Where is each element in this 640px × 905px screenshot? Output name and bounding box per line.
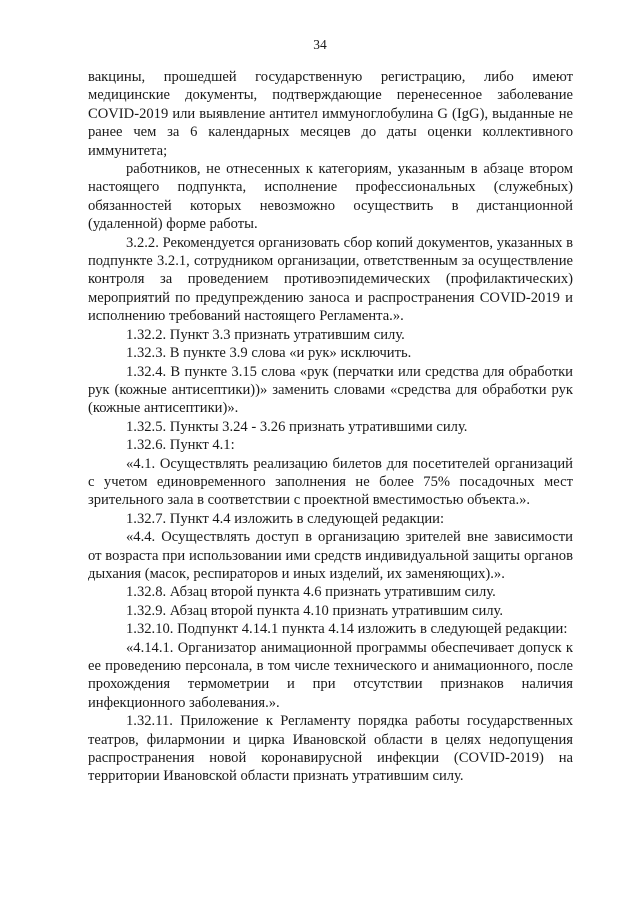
paragraph-1-32-2: 1.32.2. Пункт 3.3 признать утратившим силу. [126, 326, 405, 343]
paragraph-1-32-6: 1.32.6. Пункт 4.1: [126, 437, 235, 454]
paragraph-quote-4-1: «4.1. Осуществлять реализацию билетов для посетителей организаций с учетом единовременного заполнения не более 75% посадочных мест зрительного зала в соответствии с проектной вместимостью объекта.». [88, 455, 573, 509]
paragraph-quote-4-14-1: «4.14.1. Организатор анимационной программы обеспечивает допуск к ее проведению персонала, в том числе технического и анимационного, после прохождения термометрии и при отсутствии признаков наличия инфекционного заболевания.». [88, 639, 573, 711]
paragraph-workers-exception: работников, не отнесенных к категориям, указанным в абзаце втором настоящего подпункта, исполнение профессиональных (служебных) обязанностей которых невозможно осуществить в дистанционной (удаленной) форме работы. [88, 161, 573, 233]
paragraph-1-32-8: 1.32.8. Абзац второй пункта 4.6 признать утратившим силу. [126, 584, 496, 601]
paragraph-1-32-9: 1.32.9. Абзац второй пункта 4.10 признать утратившим силу. [126, 602, 504, 619]
paragraph-quote-4-4: «4.4. Осуществлять доступ в организацию зрителей вне зависимости от возраста при использовании ими средств индивидуальной защиты органов дыхания (масок, респираторов и иных изделий, их заменяющих).». [88, 529, 573, 582]
paragraph-continuation: вакцины, прошедшей государственную регистрацию, либо имеют медицинские документы, подтверждающие перенесенное заболевание COVID-2019 или выявление антител иммуноглобулина G (IgG), выданные не ранее чем за 6 календарных месяцев до даты оценки коллективного иммунитета; [88, 69, 573, 159]
paragraph-1-32-7: 1.32.7. Пункт 4.4 изложить в следующей редакции: [126, 510, 445, 527]
paragraph-1-32-3: 1.32.3. В пункте 3.9 слова «и рук» исключить. [126, 345, 412, 362]
paragraph-1-32-10: 1.32.10. Подпункт 4.14.1 пункта 4.14 изложить в следующей редакции: [126, 621, 568, 638]
paragraph-1-32-4: 1.32.4. В пункте 3.15 слова «рук (перчатки или средства для обработки рук (кожные антисептики))» заменить словами «средства для обработки рук (кожные антисептики)». [88, 363, 573, 417]
paragraph-1-32-5: 1.32.5. Пункты 3.24 - 3.26 признать утратившими силу. [126, 418, 468, 435]
paragraph-1-32-11: 1.32.11. Приложение к Регламенту порядка работы государственных театров, филармонии и цирка Ивановской области в целях недопущения распространения новой коронавирусной инфекции (COVID-2019) на территории Ивановской области признать утратившим силу. [88, 713, 573, 785]
paragraph-3-2-2: 3.2.2. Рекомендуется организовать сбор копий документов, указанных в подпункте 3.2.1, сотрудником организации, ответственным за осуществление контроля за проведением противоэпидемических (профилактических) мероприятий по предупреждению заноса и распространения COVID-2019 и исполнению требований настоящего Регламента.». [88, 234, 573, 325]
document-body [88, 68, 573, 786]
page-number: 34 [313, 37, 327, 52]
